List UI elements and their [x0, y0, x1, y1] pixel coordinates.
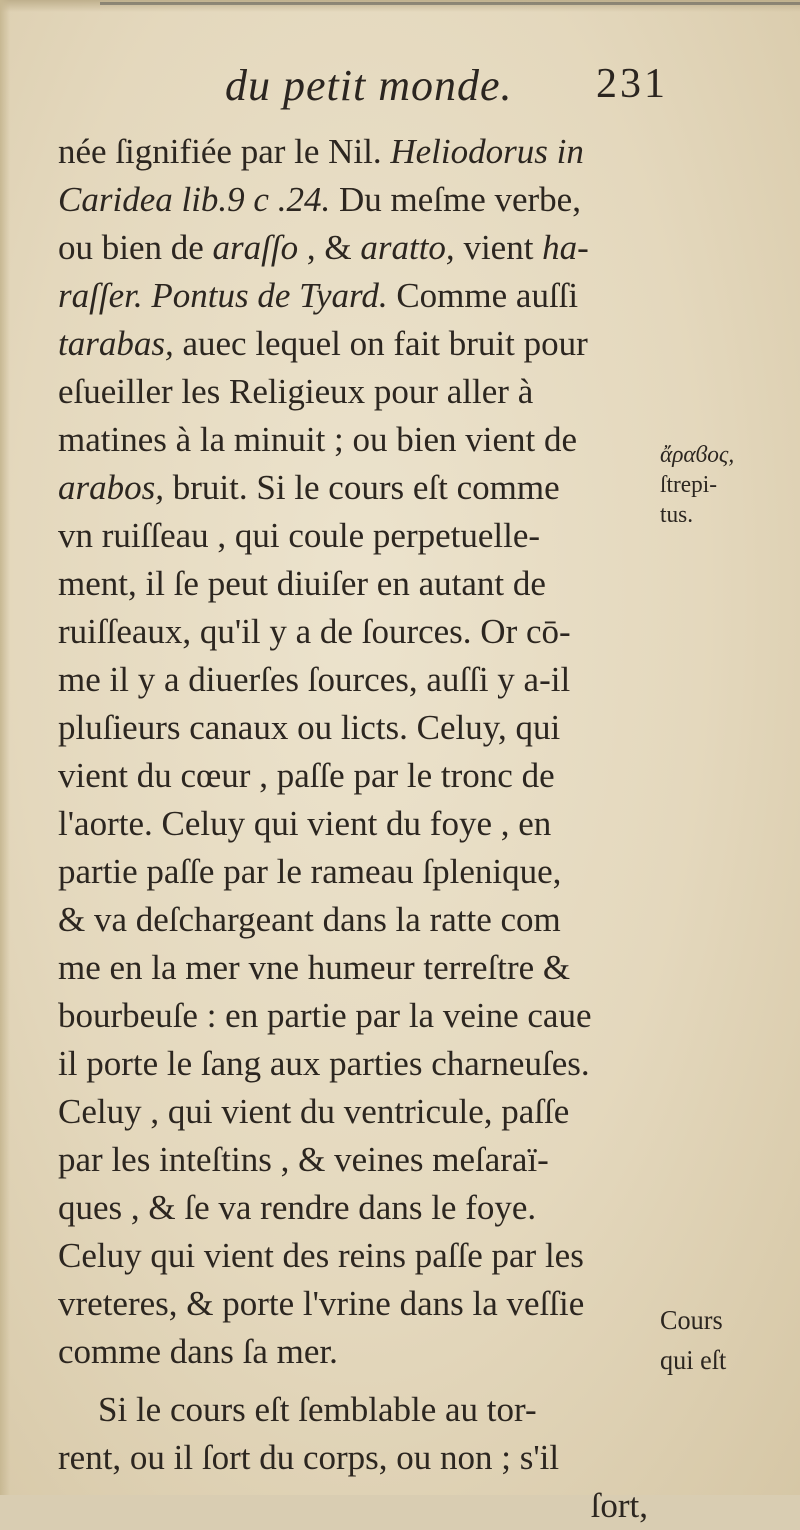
- margin-note-line: Cours: [660, 1305, 723, 1335]
- text-phrase: bruit. Si le cours eſt comme: [164, 468, 560, 507]
- text-line: [58, 416, 648, 464]
- text-phrase: vient du cœur , paſſe par le tronc de: [58, 756, 555, 795]
- text-line: [58, 800, 648, 848]
- text-phrase: il porte le ſang aux parties charneuſes.: [58, 1044, 590, 1083]
- text-phrase: eſueiller les Religieux pour aller à: [58, 372, 534, 411]
- italic-phrase: Caridea lib.9 c .24.: [58, 180, 331, 219]
- text-line: [58, 320, 648, 368]
- text-line: [58, 128, 648, 176]
- text-line: [58, 608, 648, 656]
- text-phrase: par les inteſtins , & veines meſaraï-: [58, 1140, 549, 1179]
- text-line: [58, 1040, 648, 1088]
- text-phrase: vient: [454, 228, 543, 267]
- text-line: [58, 512, 648, 560]
- text-phrase: , &: [298, 228, 361, 267]
- text-line: [58, 560, 648, 608]
- italic-phrase: aratto,: [360, 228, 455, 267]
- text-phrase: ques , & ſe va rendre dans le foye.: [58, 1188, 537, 1227]
- text-line: [58, 704, 648, 752]
- text-line: [58, 1088, 648, 1136]
- text-phrase: l'aorte. Celuy qui vient du foye , en: [58, 804, 552, 843]
- margin-note-line: tus.: [660, 502, 694, 528]
- text-line: [58, 1136, 648, 1184]
- italic-phrase: tarabas,: [58, 324, 174, 363]
- text-phrase: Celuy , qui vient du ventricule, paſſe: [58, 1092, 570, 1131]
- text-phrase: me en la mer vne humeur terreſtre &: [58, 948, 571, 987]
- text-phrase: partie paſſe par le rameau ſplenique,: [58, 852, 562, 891]
- text-line: [58, 944, 648, 992]
- text-phrase: Si le cours eſt ſemblable au tor-: [98, 1390, 537, 1429]
- italic-phrase: araſſo: [212, 228, 299, 267]
- text-phrase: me il y a diuerſes ſources, auſſi y a-il: [58, 660, 571, 699]
- text-line: [58, 272, 648, 320]
- text-phrase: auec lequel on fait bruit pour: [173, 324, 588, 363]
- text-phrase: bourbeuſe : en partie par la veine caue: [58, 996, 592, 1035]
- text-line: [58, 1280, 648, 1328]
- text-line: [58, 1434, 648, 1482]
- text-phrase: pluſieurs canaux ou licts. Celuy, qui: [58, 708, 561, 747]
- text-phrase: rent, ou il ſort du corps, ou non ; s'il: [58, 1438, 560, 1477]
- text-line: [58, 896, 648, 944]
- text-line: [58, 1184, 648, 1232]
- text-line: [58, 992, 648, 1040]
- text-line: [58, 656, 648, 704]
- catchword: ſort,: [590, 1486, 648, 1525]
- text-line: [58, 176, 648, 224]
- text-line: [58, 224, 648, 272]
- margin-note-line: ἄραϐος,: [660, 442, 735, 468]
- text-line: [58, 1328, 648, 1376]
- italic-phrase: arabos,: [58, 468, 164, 507]
- margin-note-cours: [660, 1300, 800, 1380]
- page-left-edge: [0, 0, 10, 1495]
- text-phrase: vn ruiſſeau , qui coule perpetuelle-: [58, 516, 541, 555]
- text-phrase: vreteres, & porte l'vrine dans la veſſie: [58, 1284, 585, 1323]
- text-line: [58, 848, 648, 896]
- text-phrase: née ſignifiée par le Nil.: [58, 132, 391, 171]
- text-line: [58, 368, 648, 416]
- italic-phrase: Heliodorus in: [390, 132, 584, 171]
- header-rule: [100, 2, 800, 5]
- text-phrase: ou bien de: [58, 228, 213, 267]
- text-phrase: ruiſſeaux, qu'il y a de ſources. Or cō-: [58, 612, 571, 651]
- page-number: 231: [596, 61, 668, 107]
- margin-note-line: qui eſt: [660, 1345, 727, 1375]
- text-phrase: Du meſme verbe,: [330, 180, 581, 219]
- text-phrase: ment, il ſe peut diuiſer en autant de: [58, 564, 546, 603]
- text-line: [58, 752, 648, 800]
- text-phrase: matines à la minuit ; ou bien vient de: [58, 420, 578, 459]
- text-phrase: & va deſchargeant dans la ratte com: [58, 900, 561, 939]
- text-line: [58, 1386, 648, 1434]
- italic-phrase: ha-: [542, 228, 589, 267]
- italic-phrase: raſſer. Pontus de Tyard.: [58, 276, 388, 315]
- text-line: [58, 1232, 648, 1280]
- margin-note-line: ſtrepi-: [660, 472, 717, 498]
- text-phrase: Comme auſſi: [387, 276, 579, 315]
- margin-note-greek: [660, 440, 800, 530]
- text-line: [58, 464, 648, 512]
- body-text: [58, 128, 648, 1530]
- running-head: du petit monde.: [225, 61, 513, 110]
- text-phrase: comme dans ſa mer.: [58, 1332, 338, 1371]
- text-phrase: Celuy qui vient des reins paſſe par les: [58, 1236, 584, 1275]
